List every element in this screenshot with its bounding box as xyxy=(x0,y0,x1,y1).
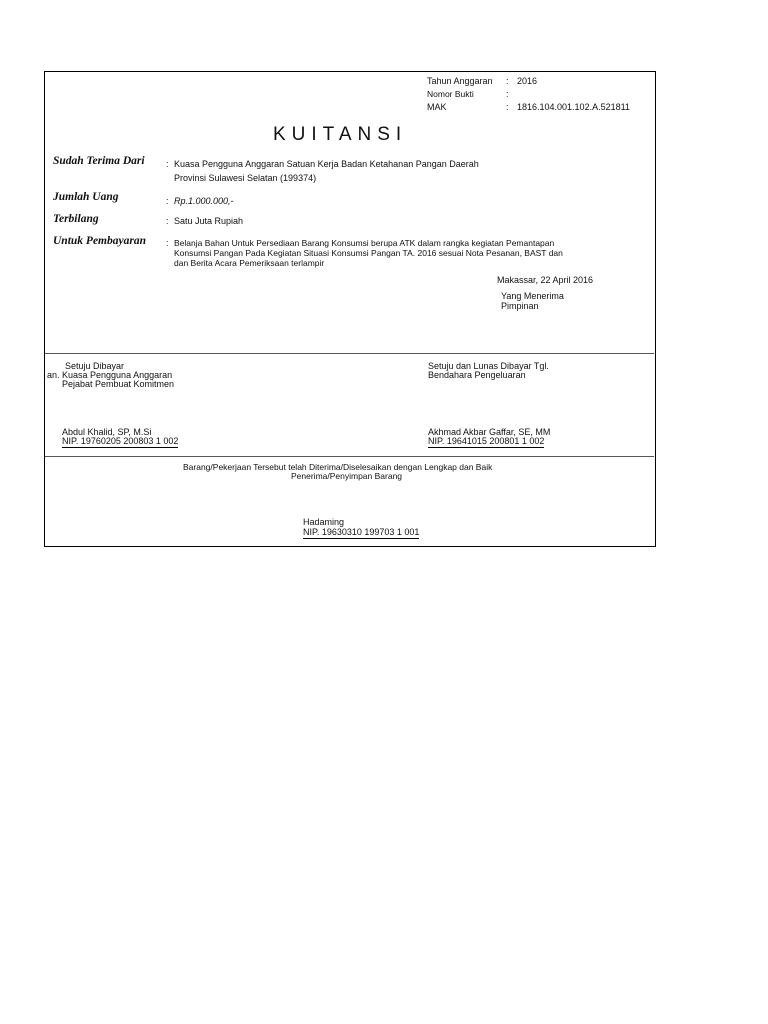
header-sep-nomor: : xyxy=(506,89,509,99)
left-sign-name: Abdul Khalid, SP, M.Si xyxy=(62,427,152,437)
header-sep-tahun: : xyxy=(506,76,509,86)
header-value-mak: 1816.104.001.102.A.521811 xyxy=(517,102,630,112)
bottom-nip-text: NIP. 19630310 199703 1 001 xyxy=(303,527,420,537)
header-label-nomor: Nomor Bukti xyxy=(427,89,474,99)
header-label-tahun: Tahun Anggaran xyxy=(427,76,493,86)
value-untuk-pembayaran-3: dan Berita Acara Pemeriksaan terlampir xyxy=(174,258,325,268)
right-sign-nip xyxy=(428,436,544,448)
page-title: KUITANSI xyxy=(273,124,408,145)
value-untuk-pembayaran-2: Konsumsi Pangan Pada Kegiatan Situasi Konsumsi Pangan TA. 2016 sesuai Nota Pesanan, BAST dan xyxy=(174,248,563,258)
bottom-nip xyxy=(303,527,419,539)
value-sudah-terima-dari-2: Provinsi Sulawesi Selatan (199374) xyxy=(174,173,317,183)
left-sign-line-2: an. Kuasa Pengguna Anggaran xyxy=(47,370,173,380)
sep-sudah-terima-dari: : xyxy=(166,159,169,169)
receiver-line-2: Pimpinan xyxy=(501,301,539,311)
value-terbilang: Satu Juta Rupiah xyxy=(174,216,244,226)
left-sign-nip-text: NIP. 19760205 200803 1 002 xyxy=(62,436,179,446)
header-value-tahun: 2016 xyxy=(517,76,538,86)
value-untuk-pembayaran-1: Belanja Bahan Untuk Persediaan Barang Konsumsi berupa ATK dalam rangka kegiatan Pemantapan xyxy=(174,238,555,248)
sep-untuk-pembayaran: : xyxy=(166,238,169,248)
left-sign-nip xyxy=(62,436,178,448)
divider-signatures xyxy=(45,353,654,354)
bottom-line-1: Barang/Pekerjaan Tersebut telah Diterima/Diselesaikan dengan Lengkap dan Baik xyxy=(183,462,493,472)
label-untuk-pembayaran: Untuk Pembayaran xyxy=(53,235,146,247)
right-sign-line-1: Setuju dan Lunas Dibayar Tgl. xyxy=(428,361,549,371)
label-terbilang: Terbilang xyxy=(53,213,99,225)
right-sign-nip-text: NIP. 19641015 200801 1 002 xyxy=(428,436,545,446)
sep-jumlah-uang: : xyxy=(166,196,169,206)
header-sep-mak: : xyxy=(506,102,509,112)
right-sign-name: Akhmad Akbar Gaffar, SE, MM xyxy=(428,427,551,437)
label-sudah-terima-dari: Sudah Terima Dari xyxy=(53,155,145,167)
left-sign-line-3: Pejabat Pembuat Komitmen xyxy=(62,379,175,389)
receipt-frame xyxy=(44,71,656,547)
label-jumlah-uang: Jumlah Uang xyxy=(53,191,119,203)
divider-bottom xyxy=(45,456,654,457)
header-label-mak: MAK xyxy=(427,102,447,112)
receiver-line-1: Yang Menerima xyxy=(501,291,564,301)
bottom-name: Hadaming xyxy=(303,517,345,527)
place-date: Makassar, 22 April 2016 xyxy=(497,275,594,285)
right-sign-line-2: Bendahara Pengeluaran xyxy=(428,370,526,380)
sep-terbilang: : xyxy=(166,216,169,226)
value-jumlah-uang: Rp.1.000.000,- xyxy=(174,196,234,206)
value-sudah-terima-dari-1: Kuasa Pengguna Anggaran Satuan Kerja Badan Ketahanan Pangan Daerah xyxy=(174,159,479,169)
left-sign-line-1: Setuju Dibayar xyxy=(65,361,125,371)
bottom-line-2: Penerima/Penyimpan Barang xyxy=(291,471,403,481)
